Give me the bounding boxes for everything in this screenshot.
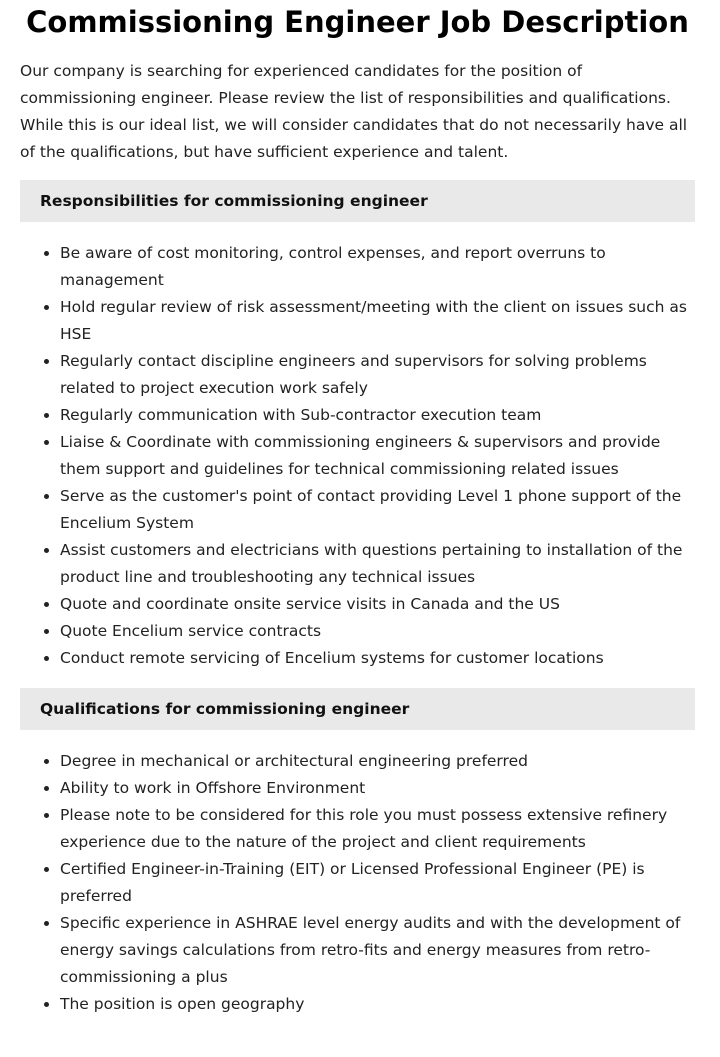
responsibilities-list [20,240,695,672]
list-item: • Quote and coordinate onsite service visits in Canada and the US [60,591,695,618]
qualifications-list [20,748,695,1018]
page-title: Commissioning Engineer Job Description [26,5,689,39]
list-item: • Certified Engineer-in-Training (EIT) or Licensed Professional Engineer (PE) is preferred [60,856,695,910]
list-item: • Hold regular review of risk assessment/meeting with the client on issues such as HSE [60,294,695,348]
list-item: • Ability to work in Offshore Environment [60,775,695,802]
list-item: • Liaise & Coordinate with commissioning engineers & supervisors and provide them support and guidelines for technical commissioning related issues [60,429,695,483]
list-item: • The position is open geography [60,991,695,1018]
list-item: • Serve as the customer's point of contact providing Level 1 phone support of the Encelium System [60,483,695,537]
list-item: • Conduct remote servicing of Encelium systems for customer locations [60,645,695,672]
list-item: • Regularly communication with Sub-contractor execution team [60,402,695,429]
list-item: • Be aware of cost monitoring, control expenses, and report overruns to management [60,240,695,294]
list-item: • Assist customers and electricians with questions pertaining to installation of the product line and troubleshooting any technical issues [60,537,695,591]
qualifications-heading: Qualifications for commissioning engineer [20,688,695,730]
list-item: • Quote Encelium service contracts [60,618,695,645]
list-item: • Specific experience in ASHRAE level energy audits and with the development of energy savings calculations from retro-fits and energy measures from retro-commissioning a plus [60,910,695,991]
list-item: • Degree in mechanical or architectural engineering preferred [60,748,695,775]
list-item: • Please note to be considered for this role you must possess extensive refinery experience due to the nature of the project and client requirements [60,802,695,856]
responsibilities-heading: Responsibilities for commissioning engineer [20,180,695,222]
list-item: • Regularly contact discipline engineers and supervisors for solving problems related to project execution work safely [60,348,695,402]
intro-paragraph: Our company is searching for experienced candidates for the position of commissioning engineer. Please review the list of responsibilities and qualifications. While this is our ideal list, we will consider candidates that do not necessarily have all of the qualifications, but have sufficient experience and talent. [20,62,688,161]
